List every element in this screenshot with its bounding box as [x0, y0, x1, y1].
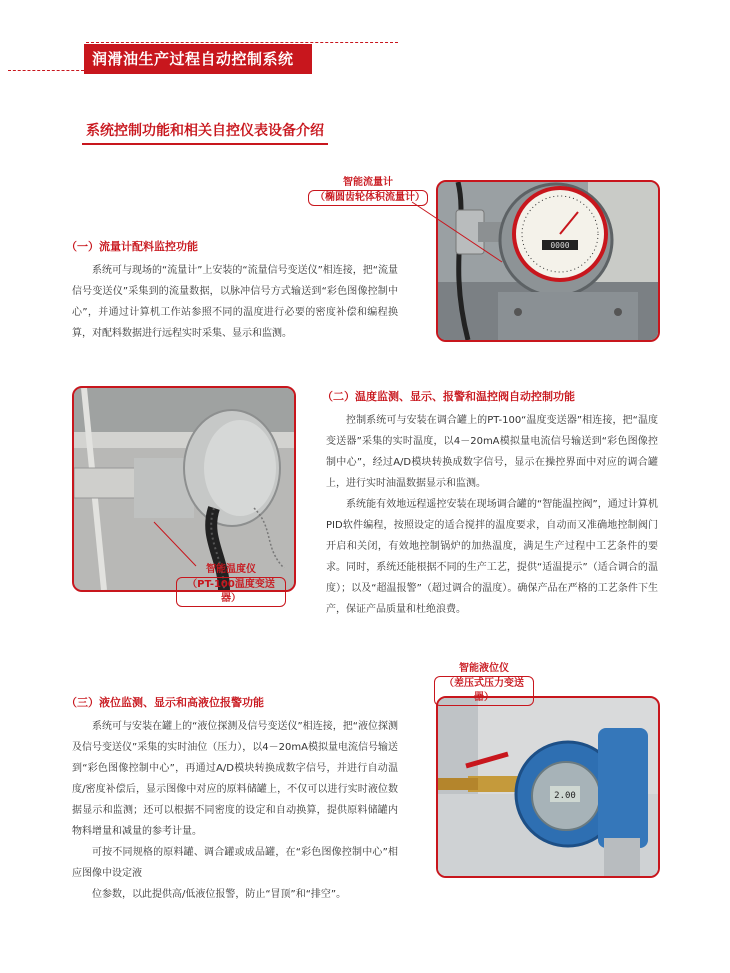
section2-body	[326, 410, 658, 620]
section3-paragraph-3: 位参数，以此提供高/低液位报警，防止“冒顶”和“排空”。	[92, 889, 347, 900]
header-dashed-line-left	[8, 70, 84, 71]
section2-paragraph-2: 系统能有效地远程遥控安装在现场调合罐的“智能温控阀”，通过计算机PID软件编程，按照设定的适合搅拌的温度要求，自动而又准确地控制阀门开启和关闭，有效地控制锅炉的加热温度，满足生产过程中工艺条件的要求。同时，系统还能根据不同的生产工艺，提供“适温提示”（适合调合的温度）；以及“超温报警”（超过调合的温度）。确保产品在严格的工艺条件下生产，保证产品质量和杜绝浪费。	[326, 499, 658, 615]
section1-heading: （一）流量计配料监控功能	[66, 240, 198, 253]
section2-heading: （二）温度监测、显示、报警和温控阀自动控制功能	[322, 390, 575, 403]
section-title: 系统控制功能和相关自控仪表设备介绍	[82, 120, 328, 145]
level-callout-title: 智能液位仪	[459, 663, 509, 674]
level-transmitter-photo	[436, 696, 660, 878]
page-title: 润滑油生产过程自动控制系统	[84, 44, 312, 74]
section1-paragraph: 系统可与现场的“流量计”上安装的“流量信号变送仪”相连接，把“流量信号变送仪”采集到的流量数据，以脉冲信号方式输送到“彩色图像控制中心”，并通过计算机工作站参照不同的温度进行必要的密度补偿和编程换算，对配料数据进行远程实时采集、显示和监测。	[72, 265, 398, 339]
section1-body	[72, 260, 398, 344]
flowmeter-callout-leader	[410, 200, 530, 270]
level-readout: 2.00	[554, 791, 576, 801]
temperature-callout-title: 智能温度仪	[206, 564, 256, 575]
section3-paragraph-2: 可按不同规格的原料罐、调合罐或成品罐，在“彩色图像控制中心”相应图像中设定液	[72, 847, 398, 879]
flowmeter-counter: 0000	[550, 241, 570, 250]
flowmeter-callout-subtitle: （椭圆齿轮体积流量计）	[308, 190, 428, 206]
section3-body	[72, 716, 398, 905]
temperature-callout-subtitle: （PT-100温度变送器）	[176, 577, 286, 607]
header-dashed-line-top	[86, 42, 398, 43]
section2-paragraph-1: 控制系统可与安装在调合罐上的PT-100“温度变送器”相连接，把“温度变送器”采集的实时温度，以4－20mA模拟量电流信号输送到“彩色图像控制中心”，经过A/D模块转换成数字信号，显示在操控界面中对应的调合罐上，进行实时油温数据显示和监测。	[326, 415, 658, 489]
temperature-callout-leader	[150, 520, 210, 570]
level-callout-subtitle: （差压式压力变送器）	[434, 676, 534, 706]
section3-heading: （三）液位监测、显示和高液位报警功能	[66, 696, 264, 709]
section3-paragraph-1: 系统可与安装在罐上的“液位探测及信号变送仪”相连接，把“液位探测及信号变送仪”采集的实时油位（压力），以4－20mA模拟量电流信号输送到“彩色图像控制中心”，再通过A/D模块转换成数字信号，并进行自动温度/密度补偿后，显示图像中对应的原料储罐上，不仅可以进行实时液位数据显示和监测；还可以根据不同密度的设定和自动换算，提供原料储罐内物料增量和减量的参考计量。	[72, 721, 398, 837]
level-callout	[434, 662, 534, 706]
flowmeter-callout-title: 智能流量计	[343, 177, 393, 188]
